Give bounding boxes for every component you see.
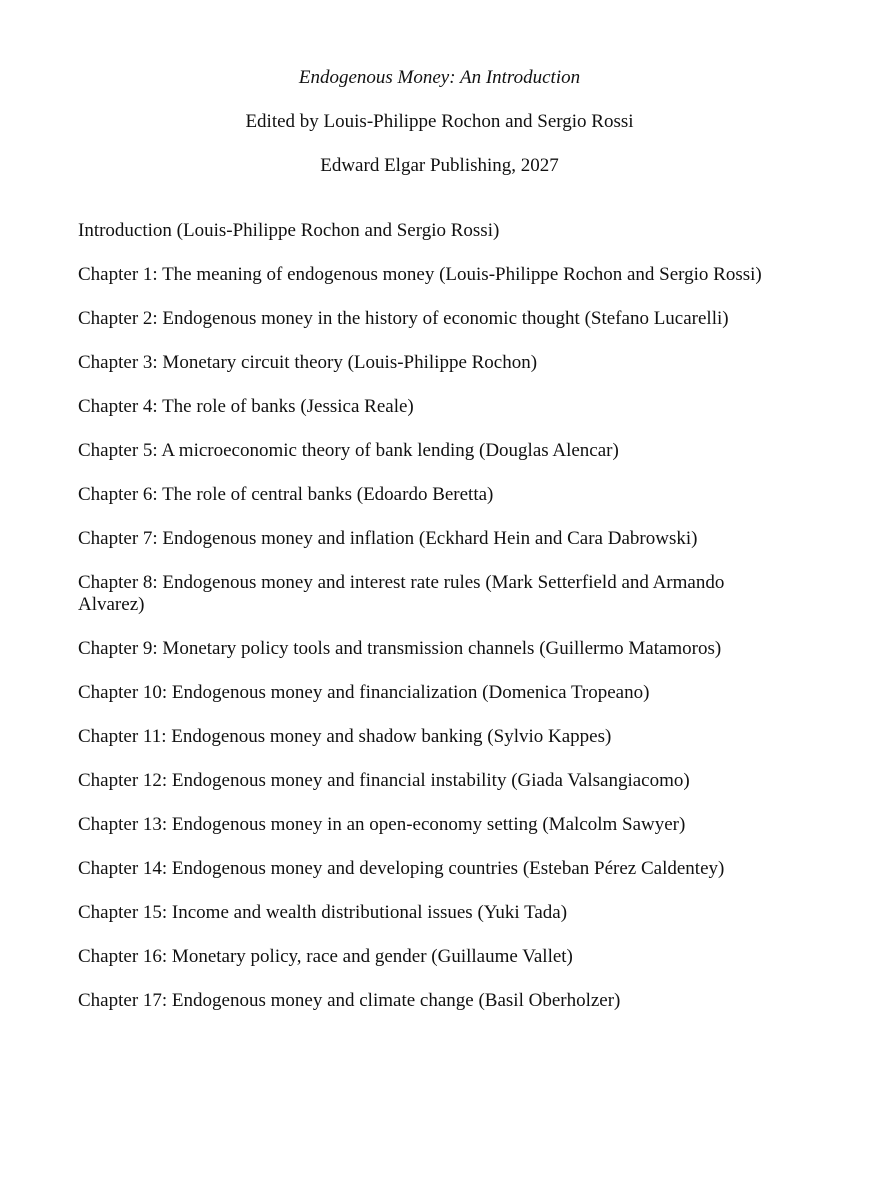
toc-chapter-3: Chapter 3: Monetary circuit theory (Louis-Philippe Rochon)	[78, 352, 538, 373]
publisher-line: Edward Elgar Publishing, 2027	[320, 155, 559, 176]
table-of-contents	[78, 220, 778, 1034]
editors-line: Edited by Louis-Philippe Rochon and Sergio Rossi	[245, 111, 634, 132]
toc-chapter-8: Chapter 8: Endogenous money and interest rate rules (Mark Setterfield and Armando Alvarez)	[78, 572, 725, 615]
toc-chapter-16: Chapter 16: Monetary policy, race and gender (Guillaume Vallet)	[78, 946, 573, 967]
toc-introduction: Introduction (Louis-Philippe Rochon and Sergio Rossi)	[78, 220, 500, 241]
toc-chapter-17: Chapter 17: Endogenous money and climate change (Basil Oberholzer)	[78, 990, 621, 1011]
toc-chapter-7: Chapter 7: Endogenous money and inflation (Eckhard Hein and Cara Dabrowski)	[78, 528, 698, 549]
toc-chapter-15: Chapter 15: Income and wealth distributional issues (Yuki Tada)	[78, 902, 568, 923]
toc-chapter-9: Chapter 9: Monetary policy tools and transmission channels (Guillermo Matamoros)	[78, 638, 722, 659]
toc-chapter-12: Chapter 12: Endogenous money and financial instability (Giada Valsangiacomo)	[78, 770, 690, 791]
toc-chapter-4: Chapter 4: The role of banks (Jessica Reale)	[78, 396, 414, 417]
book-title: Endogenous Money: An Introduction	[298, 67, 581, 88]
toc-chapter-14: Chapter 14: Endogenous money and developing countries (Esteban Pérez Caldentey)	[78, 858, 725, 879]
toc-chapter-6: Chapter 6: The role of central banks (Edoardo Beretta)	[78, 484, 494, 505]
document-header	[0, 65, 879, 197]
toc-chapter-1: Chapter 1: The meaning of endogenous money (Louis-Philippe Rochon and Sergio Rossi)	[78, 264, 762, 285]
toc-chapter-13: Chapter 13: Endogenous money in an open-economy setting (Malcolm Sawyer)	[78, 814, 686, 835]
toc-chapter-2: Chapter 2: Endogenous money in the history of economic thought (Stefano Lucarelli)	[78, 308, 729, 329]
toc-chapter-11: Chapter 11: Endogenous money and shadow banking (Sylvio Kappes)	[78, 726, 612, 747]
toc-chapter-10: Chapter 10: Endogenous money and financialization (Domenica Tropeano)	[78, 682, 650, 703]
toc-chapter-5: Chapter 5: A microeconomic theory of bank lending (Douglas Alencar)	[78, 440, 619, 461]
